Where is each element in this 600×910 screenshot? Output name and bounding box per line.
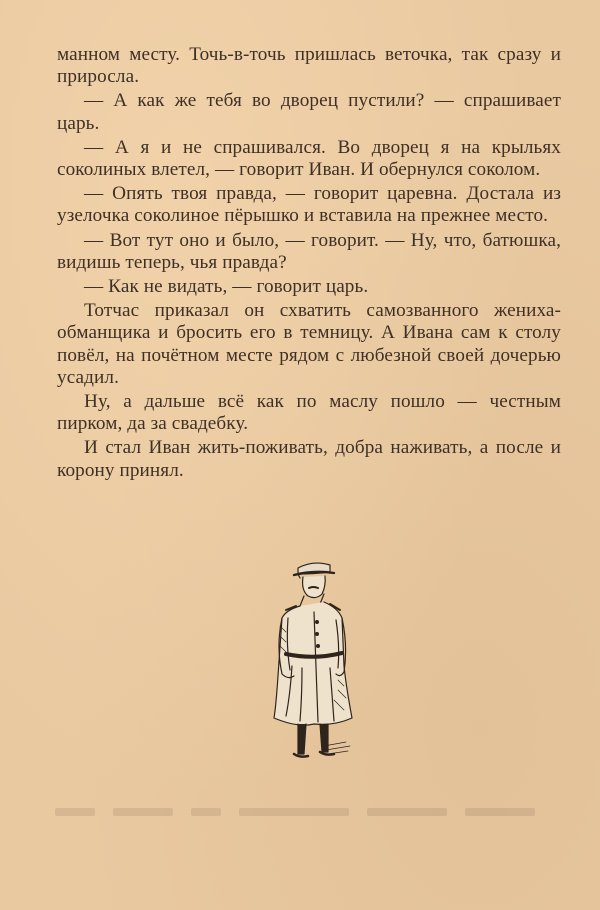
paragraph: манном месту. Точь-в-точь пришлась веточка, так сразу и приросла.	[57, 44, 561, 88]
paragraph: — Как не видать, — говорит царь.	[84, 276, 369, 298]
illustration-man-in-coat	[268, 556, 358, 776]
paragraph: Тотчас приказал он схватить самозванного жениха-обманщика и бросить его в темницу. А Ивана сам к столу повёл, на почётном месте рядом с любезной своей дочерью усадил.	[57, 300, 561, 388]
paragraph: — Опять твоя правда, — говорит царевна. Достала из узелочка соколиное пёрышко и вставила на прежнее место.	[57, 183, 561, 227]
page-text	[57, 44, 561, 484]
paragraph: И стал Иван жить-поживать, добра наживать, а после и корону принял.	[57, 437, 561, 481]
paragraph: — А я и не спрашивался. Во дворец я на крыльях соколиных влетел, — говорит Иван. И обернулся соколом.	[57, 136, 561, 181]
paragraph: — Вот тут оно и было, — говорит. — Ну, что, батюшка, видишь теперь, чья правда?	[57, 229, 561, 273]
man-in-coat-icon	[268, 556, 358, 776]
reverse-side-show-through	[55, 803, 565, 817]
paragraph: Ну, а дальше всё как по маслу пошло — честным пирком, да за свадебку.	[57, 391, 561, 435]
paragraph: — А как же тебя во дворец пустили? — спрашивает царь.	[57, 90, 561, 134]
